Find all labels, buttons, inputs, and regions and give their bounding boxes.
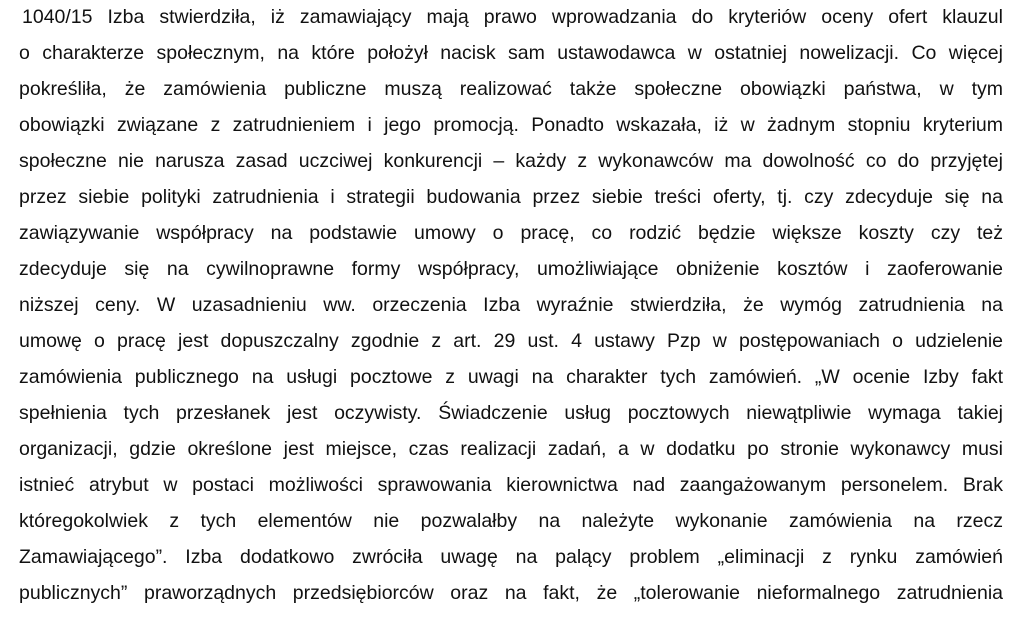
paragraph-line: o charakterze społecznym, na które położył nacisk sam ustawodawca w ostatniej nowelizacji. Co więcej bbox=[19, 42, 1003, 64]
paragraph-line: zawiązywanie współpracy na podstawie umowy o pracę, co rodzić będzie większe koszty czy też bbox=[19, 222, 1003, 244]
paragraph-line: przez siebie polityki zatrudnienia i strategii budowania przez siebie treści oferty, tj. czy zdecyduje się na bbox=[19, 186, 1003, 208]
paragraph-line: obowiązki związane z zatrudnieniem i jego promocją. Ponadto wskazała, iż w żadnym stopniu kryterium bbox=[19, 114, 1003, 136]
paragraph-line: niższej ceny. W uzasadnieniu ww. orzeczenia Izba wyraźnie stwierdziła, że wymóg zatrudnienia na bbox=[19, 294, 1003, 316]
paragraph-line: istnieć atrybut w postaci możliwości sprawowania kierownictwa nad zaangażowanym personelem. Brak bbox=[19, 474, 1003, 496]
paragraph-line: publicznych” praworządnych przedsiębiorców oraz na fakt, że „tolerowanie nieformalnego zatrudnienia bbox=[19, 582, 1003, 604]
paragraph-line: zdecyduje się na cywilnoprawne formy współpracy, umożliwiające obniżenie kosztów i zaoferowanie bbox=[19, 258, 1003, 280]
paragraph-line: społeczne nie narusza zasad uczciwej konkurencji – każdy z wykonawców ma dowolność co do przyjętej bbox=[19, 150, 1003, 172]
paragraph-line: zamówienia publicznego na usługi pocztowe z uwagi na charakter tych zamówień. „W ocenie Izby fakt bbox=[19, 366, 1003, 388]
paragraph-line: organizacji, gdzie określone jest miejsce, czas realizacji zadań, a w dodatku po stronie wykonawcy musi bbox=[19, 438, 1003, 460]
paragraph-line: Zamawiającego”. Izba dodatkowo zwróciła uwagę na palący problem „eliminacji z rynku zamówień bbox=[19, 546, 1003, 568]
paragraph-line: któregokolwiek z tych elementów nie pozwalałby na należyte wykonanie zamówienia na rzecz bbox=[19, 510, 1003, 532]
paragraph-line: umowę o pracę jest dopuszczalny zgodnie z art. 29 ust. 4 ustawy Pzp w postępowaniach o udzielenie bbox=[19, 330, 1003, 352]
paragraph-line: spełnienia tych przesłanek jest oczywisty. Świadczenie usług pocztowych niewątpliwie wymaga takiej bbox=[19, 402, 1003, 424]
paragraph-line: 1040/15 Izba stwierdziła, iż zamawiający mają prawo wprowadzania do kryteriów oceny ofert klauzul bbox=[22, 6, 1003, 28]
paragraph-line: pokreśliła, że zamówienia publiczne muszą realizować także społeczne obowiązki państwa, w tym bbox=[19, 78, 1003, 100]
